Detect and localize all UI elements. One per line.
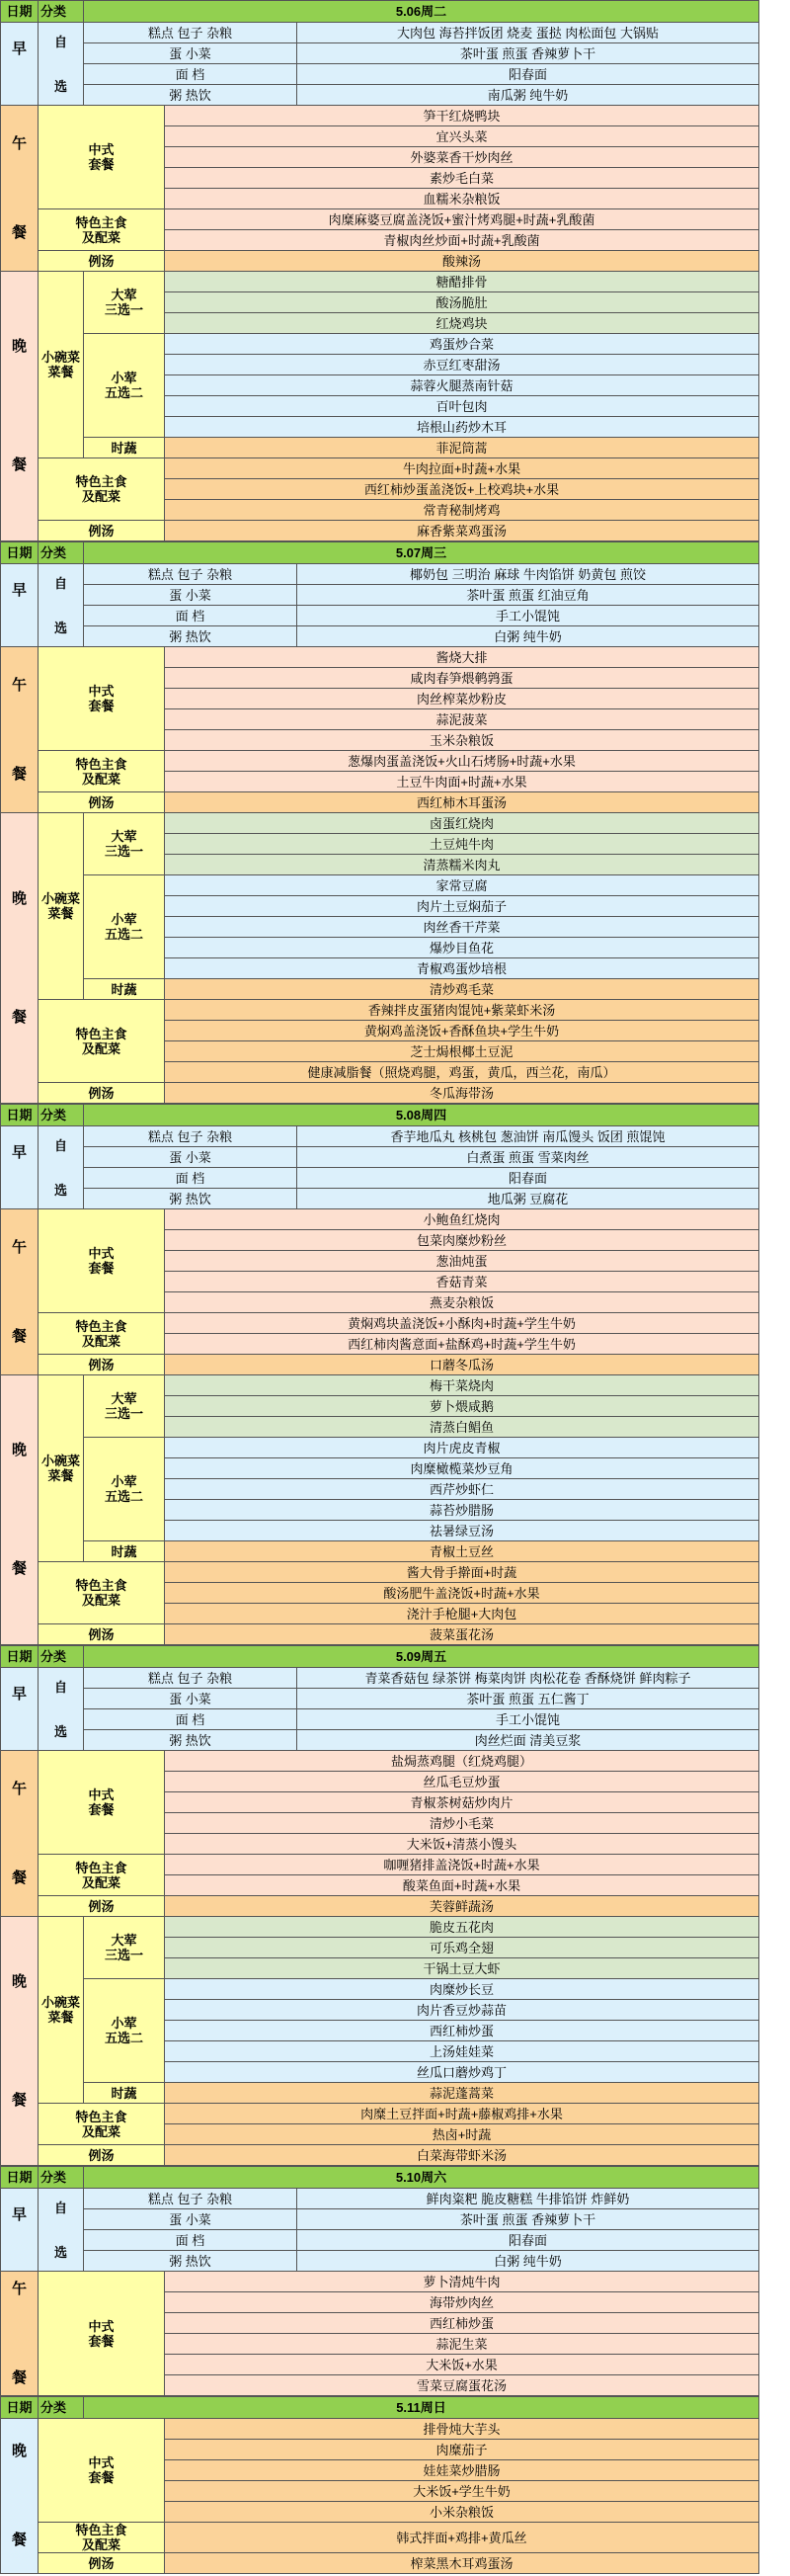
lunch-special-row <box>1 1313 759 1334</box>
breakfast-meal-label: 早 <box>1 1126 39 1209</box>
breakfast-items: 白粥 纯牛奶 <box>297 626 759 647</box>
dinner-veg: 清炒鸡毛菜 <box>165 979 759 1000</box>
breakfast-category: 粥 热饮 <box>84 1730 297 1751</box>
breakfast-items: 青菜香菇包 绿茶饼 梅菜肉饼 肉松花卷 香酥烧饼 鲜肉粽子 <box>297 1668 759 1689</box>
dinner-small-dish: 肉丝香干芹菜 <box>165 917 759 938</box>
dinner-small-dish: 肉糜炒长豆 <box>165 1979 759 2000</box>
dinner-smallbowl-label: 小碗菜 菜餐 <box>39 813 84 1000</box>
dinner-row <box>1 813 759 834</box>
date-value: 5.11周日 <box>84 2397 759 2419</box>
breakfast-items: 阳春面 <box>297 1168 759 1189</box>
dinner-small-dish: 祛暑绿豆汤 <box>165 1521 759 1541</box>
lunch-soup: 西红柿木耳蛋汤 <box>165 792 759 813</box>
lunch-special-dish: 肉糜麻婆豆腐盖浇饭+蜜汁烤鸡腿+时蔬+乳酸菌 <box>165 209 759 230</box>
lunch-set-label: 中式 套餐 <box>39 1209 165 1313</box>
dinner-special-label: 特色主食 及配菜 <box>39 1000 165 1083</box>
breakfast-row <box>1 1147 759 1168</box>
breakfast-row <box>1 1689 759 1709</box>
dinner-soup-label: 例汤 <box>39 521 165 541</box>
dinner-small-dish: 培根山药炒木耳 <box>165 417 759 438</box>
lunch-soup-label: 例汤 <box>39 1355 165 1375</box>
lunch-row <box>1 647 759 668</box>
dinner-row <box>1 272 759 292</box>
breakfast-row <box>1 2251 759 2272</box>
dinner-set-label: 中式 套餐 <box>39 2419 165 2523</box>
lunch-special-dish: 土豆牛肉面+时蔬+水果 <box>165 772 759 792</box>
breakfast-items: 鲜肉粢粑 脆皮糖糕 牛排馅饼 炸鲜奶 <box>297 2189 759 2209</box>
breakfast-items: 手工小馄饨 <box>297 606 759 626</box>
category-label: 分类 <box>39 1646 84 1668</box>
lunch-row <box>1 1209 759 1230</box>
lunch-dish: 海带炒肉丝 <box>165 2292 759 2313</box>
lunch-meal-label: 午 餐 <box>1 647 39 813</box>
lunch-dish: 丝瓜毛豆炒蛋 <box>165 1772 759 1792</box>
dinner-special-label: 特色主食 及配菜 <box>39 2104 165 2145</box>
dinner-meal-label: 晚 餐 <box>1 2419 39 2574</box>
dinner-veg: 青椒土豆丝 <box>165 1541 759 1562</box>
breakfast-category: 糕点 包子 杂粮 <box>84 2189 297 2209</box>
dinner-smallbowl-label: 小碗菜 菜餐 <box>39 1917 84 2104</box>
dinner-small-dish: 上汤娃娃菜 <box>165 2041 759 2062</box>
lunch-soup-row <box>1 251 759 272</box>
dinner-meal-label: 晚 餐 <box>1 1917 39 2166</box>
dinner-soup: 冬瓜海带汤 <box>165 1083 759 1104</box>
dinner-veg-label: 时蔬 <box>84 438 165 458</box>
lunch-soup: 口蘑冬瓜汤 <box>165 1355 759 1375</box>
breakfast-category: 粥 热饮 <box>84 1189 297 1209</box>
dinner-small-dish: 肉片香豆炒蒜苗 <box>165 2000 759 2021</box>
lunch-dish: 西红柿炒蛋 <box>165 2313 759 2334</box>
dinner-special-dish: 浇汁手枪腿+大肉包 <box>165 1604 759 1624</box>
dinner-small-label: 小荤 五选二 <box>84 1979 165 2083</box>
lunch-special-dish: 葱爆肉蛋盖浇饭+火山石烤肠+时蔬+水果 <box>165 751 759 772</box>
dinner-dish: 小米杂粮饭 <box>165 2502 759 2523</box>
breakfast-row <box>1 1709 759 1730</box>
lunch-dish: 包菜肉糜炒粉丝 <box>165 1230 759 1251</box>
dinner-big-dish: 干锅土豆大虾 <box>165 1958 759 1979</box>
dinner-row <box>1 1917 759 1938</box>
breakfast-row <box>1 43 759 64</box>
breakfast-items: 白粥 纯牛奶 <box>297 2251 759 2272</box>
dinner-special-dish: 热卤+时蔬 <box>165 2124 759 2145</box>
date-label: 日期 <box>1 1646 39 1668</box>
lunch-special-label: 特色主食 及配菜 <box>39 1855 165 1896</box>
lunch-dish: 燕麦杂粮饭 <box>165 1292 759 1313</box>
lunch-special-dish: 酸菜鱼面+时蔬+水果 <box>165 1875 759 1896</box>
breakfast-row <box>1 1668 759 1689</box>
breakfast-self-label: 自 选 <box>39 1668 84 1751</box>
breakfast-items: 香芋地瓜丸 核桃包 葱油饼 南瓜馒头 饭团 煎馄饨 <box>297 1126 759 1147</box>
date-value: 5.06周二 <box>84 1 759 23</box>
dinner-big-label: 大荤 三选一 <box>84 1917 165 1979</box>
breakfast-row <box>1 1126 759 1147</box>
dinner-small-dish: 赤豆红枣甜汤 <box>165 355 759 375</box>
breakfast-category: 面 档 <box>84 1709 297 1730</box>
dinner-small-label: 小荤 五选二 <box>84 875 165 979</box>
dinner-big-dish: 卤蛋红烧肉 <box>165 813 759 834</box>
breakfast-row <box>1 2189 759 2209</box>
dinner-small-label: 小荤 五选二 <box>84 1438 165 1541</box>
dinner-small-dish: 家常豆腐 <box>165 875 759 896</box>
dinner-big-dish: 清蒸糯米肉丸 <box>165 855 759 875</box>
dinner-special-dish: 西红柿炒蛋盖浇饭+上校鸡块+水果 <box>165 479 759 500</box>
date-label: 日期 <box>1 1 39 23</box>
dinner-soup-row <box>1 1083 759 1104</box>
dinner-meal-label: 晚 餐 <box>1 272 39 541</box>
breakfast-category: 蛋 小菜 <box>84 43 297 64</box>
lunch-dish: 香菇青菜 <box>165 1272 759 1292</box>
dinner-big-dish: 酸汤脆肚 <box>165 292 759 313</box>
dinner-dish: 肉糜茄子 <box>165 2440 759 2460</box>
date-label: 日期 <box>1 2397 39 2419</box>
day-table <box>0 1104 759 1645</box>
dinner-veg-row <box>1 2083 759 2104</box>
dinner-special-dish: 酱大骨手擀面+时蔬 <box>165 1562 759 1583</box>
lunch-set-label: 中式 套餐 <box>39 2272 165 2396</box>
breakfast-row <box>1 23 759 43</box>
dinner-small-dish: 西红柿炒蛋 <box>165 2021 759 2041</box>
breakfast-row <box>1 1730 759 1751</box>
category-label: 分类 <box>39 542 84 564</box>
day-table <box>0 541 759 1104</box>
lunch-dish: 酱烧大排 <box>165 647 759 668</box>
dinner-big-dish: 萝卜煨咸鹅 <box>165 1396 759 1417</box>
dinner-small-label: 小荤 五选二 <box>84 334 165 438</box>
dinner-row <box>1 875 759 896</box>
lunch-dish: 玉米杂粮饭 <box>165 730 759 751</box>
lunch-row <box>1 2272 759 2292</box>
dinner-special-dish: 芝士焗根椰土豆泥 <box>165 1041 759 1062</box>
dinner-big-label: 大荤 三选一 <box>84 1375 165 1438</box>
breakfast-category: 蛋 小菜 <box>84 585 297 606</box>
dinner-dish: 排骨炖大芋头 <box>165 2419 759 2440</box>
dinner-soup: 榨菜黑木耳鸡蛋汤 <box>165 2553 759 2574</box>
breakfast-row <box>1 1168 759 1189</box>
date-label: 日期 <box>1 2167 39 2189</box>
dinner-soup-label: 例汤 <box>39 1083 165 1104</box>
day-header <box>1 2397 759 2419</box>
breakfast-row <box>1 585 759 606</box>
lunch-soup-label: 例汤 <box>39 1896 165 1917</box>
lunch-special-label: 特色主食 及配菜 <box>39 751 165 792</box>
lunch-soup: 芙蓉鲜蔬汤 <box>165 1896 759 1917</box>
dinner-veg-label: 时蔬 <box>84 2083 165 2104</box>
lunch-meal-label: 午 餐 <box>1 106 39 272</box>
dinner-meal-label: 晚 餐 <box>1 813 39 1104</box>
lunch-dish: 大米饭+水果 <box>165 2355 759 2375</box>
breakfast-row <box>1 606 759 626</box>
dinner-dish: 大米饭+学生牛奶 <box>165 2481 759 2502</box>
breakfast-items: 茶叶蛋 煎蛋 红油豆角 <box>297 585 759 606</box>
dinner-special-dish: 香辣拌皮蛋猪肉馄饨+紫菜虾米汤 <box>165 1000 759 1021</box>
date-label: 日期 <box>1 1105 39 1126</box>
dinner-veg-label: 时蔬 <box>84 1541 165 1562</box>
day-header <box>1 1105 759 1126</box>
breakfast-row <box>1 64 759 85</box>
dinner-big-dish: 清蒸白鲳鱼 <box>165 1417 759 1438</box>
breakfast-items: 肉丝烂面 清美豆浆 <box>297 1730 759 1751</box>
dinner-big-dish: 梅干菜烧肉 <box>165 1375 759 1396</box>
lunch-special-dish: 咖喱猪排盖浇饭+时蔬+水果 <box>165 1855 759 1875</box>
dinner-special-dish: 牛肉拉面+时蔬+水果 <box>165 458 759 479</box>
lunch-dish: 青椒茶树菇炒肉片 <box>165 1792 759 1813</box>
breakfast-self-label: 自 选 <box>39 564 84 647</box>
breakfast-row <box>1 2209 759 2230</box>
dinner-soup: 白菜海带虾米汤 <box>165 2145 759 2166</box>
lunch-meal-label: 午 餐 <box>1 1751 39 1917</box>
lunch-special-dish: 黄焖鸡块盖浇饭+小酥肉+时蔬+学生牛奶 <box>165 1313 759 1334</box>
breakfast-row <box>1 2230 759 2251</box>
lunch-row <box>1 106 759 126</box>
lunch-dish: 小鲍鱼红烧肉 <box>165 1209 759 1230</box>
lunch-dish: 雪菜豆腐蛋花汤 <box>165 2375 759 2396</box>
breakfast-self-label: 自 选 <box>39 1126 84 1209</box>
breakfast-category: 糕点 包子 杂粮 <box>84 1668 297 1689</box>
dinner-small-dish: 丝瓜口蘑炒鸡丁 <box>165 2062 759 2083</box>
lunch-special-row <box>1 209 759 230</box>
date-value: 5.10周六 <box>84 2167 759 2189</box>
dinner-big-dish: 可乐鸡全翅 <box>165 1938 759 1958</box>
lunch-soup-label: 例汤 <box>39 251 165 272</box>
dinner-small-dish: 肉片虎皮青椒 <box>165 1438 759 1458</box>
dinner-row <box>1 1438 759 1458</box>
lunch-dish: 素炒毛白菜 <box>165 168 759 189</box>
dinner-big-dish: 糖醋排骨 <box>165 272 759 292</box>
dinner-special-dish: 常青秘制烤鸡 <box>165 500 759 521</box>
dinner-big-dish: 土豆炖牛肉 <box>165 834 759 855</box>
breakfast-items: 大肉包 海苔拌饭团 烧麦 蛋挞 肉松面包 大锅贴 <box>297 23 759 43</box>
category-label: 分类 <box>39 2397 84 2419</box>
category-label: 分类 <box>39 1105 84 1126</box>
dinner-meal-label: 晚 餐 <box>1 1375 39 1645</box>
lunch-dish: 蒜泥生菜 <box>165 2334 759 2355</box>
date-value: 5.09周五 <box>84 1646 759 1668</box>
dinner-soup-label: 例汤 <box>39 1624 165 1645</box>
breakfast-items: 茶叶蛋 煎蛋 香辣萝卜干 <box>297 2209 759 2230</box>
dinner-special-dish: 健康减脂餐（照烧鸡腿，鸡蛋，黄瓜，西兰花，南瓜） <box>165 1062 759 1083</box>
dinner-veg-row <box>1 438 759 458</box>
day-header <box>1 542 759 564</box>
dinner-special-dish: 黄焖鸡盖浇饭+香酥鱼块+学生牛奶 <box>165 1021 759 1041</box>
dinner-small-dish: 西芹炒虾仁 <box>165 1479 759 1500</box>
dinner-small-dish: 蒜苔炒腊肠 <box>165 1500 759 1521</box>
breakfast-items: 阳春面 <box>297 64 759 85</box>
lunch-dish: 蒜泥菠菜 <box>165 709 759 730</box>
dinner-dish: 娃娃菜炒腊肠 <box>165 2460 759 2481</box>
breakfast-category: 糕点 包子 杂粮 <box>84 1126 297 1147</box>
lunch-special-dish: 青椒肉丝炒面+时蔬+乳酸菌 <box>165 230 759 251</box>
dinner-veg: 蒜泥蓬蒿菜 <box>165 2083 759 2104</box>
breakfast-items: 茶叶蛋 煎蛋 香辣萝卜干 <box>297 43 759 64</box>
breakfast-self-label: 自 选 <box>39 2189 84 2272</box>
day-header <box>1 1 759 23</box>
lunch-special-row <box>1 751 759 772</box>
lunch-dish: 外婆菜香干炒肉丝 <box>165 147 759 168</box>
breakfast-category: 糕点 包子 杂粮 <box>84 23 297 43</box>
dinner-veg-row <box>1 1541 759 1562</box>
day-table <box>0 2166 759 2396</box>
lunch-dish: 葱油炖蛋 <box>165 1251 759 1272</box>
day-table <box>0 0 759 541</box>
dinner-soup-label: 例汤 <box>39 2145 165 2166</box>
dinner-special-label: 特色主食 及配菜 <box>39 1562 165 1624</box>
breakfast-category: 面 档 <box>84 1168 297 1189</box>
breakfast-meal-label: 早 <box>1 1668 39 1751</box>
lunch-dish: 肉丝榨菜炒粉皮 <box>165 689 759 709</box>
dinner-special-dish: 韩式拌面+鸡排+黄瓜丝 <box>165 2523 759 2553</box>
lunch-soup-row <box>1 1355 759 1375</box>
dinner-small-dish: 肉糜橄榄菜炒豆角 <box>165 1458 759 1479</box>
breakfast-category: 蛋 小菜 <box>84 2209 297 2230</box>
lunch-dish: 盐焗蒸鸡腿（红烧鸡腿） <box>165 1751 759 1772</box>
lunch-set-label: 中式 套餐 <box>39 1751 165 1855</box>
breakfast-items: 白煮蛋 煎蛋 雪菜肉丝 <box>297 1147 759 1168</box>
dinner-big-dish: 红烧鸡块 <box>165 313 759 334</box>
day-header <box>1 1646 759 1668</box>
dinner-soup: 菠菜蛋花汤 <box>165 1624 759 1645</box>
lunch-dish: 清炒小毛菜 <box>165 1813 759 1834</box>
dinner-soup-row <box>1 1624 759 1645</box>
lunch-soup: 酸辣汤 <box>165 251 759 272</box>
dinner-small-dish: 青椒鸡蛋炒培根 <box>165 958 759 979</box>
dinner-small-dish: 肉片土豆焖茄子 <box>165 896 759 917</box>
lunch-set-label: 中式 套餐 <box>39 106 165 209</box>
lunch-dish: 宜兴头菜 <box>165 126 759 147</box>
dinner-special-dish: 酸汤肥牛盖浇饭+时蔬+水果 <box>165 1583 759 1604</box>
breakfast-meal-label: 早 <box>1 564 39 647</box>
breakfast-meal-label: 早 <box>1 2189 39 2272</box>
lunch-meal-label: 午 餐 <box>1 2272 39 2396</box>
lunch-soup-row <box>1 1896 759 1917</box>
breakfast-category: 蛋 小菜 <box>84 1689 297 1709</box>
breakfast-items: 椰奶包 三明治 麻球 牛肉馅饼 奶黄包 煎饺 <box>297 564 759 585</box>
lunch-meal-label: 午 餐 <box>1 1209 39 1375</box>
day-table <box>0 2396 759 2574</box>
lunch-soup-label: 例汤 <box>39 792 165 813</box>
dinner-special-row <box>1 458 759 479</box>
breakfast-category: 面 档 <box>84 606 297 626</box>
dinner-soup-row <box>1 2145 759 2166</box>
dinner-soup: 麻香紫菜鸡蛋汤 <box>165 521 759 541</box>
dinner-row <box>1 1979 759 2000</box>
breakfast-category: 粥 热饮 <box>84 85 297 106</box>
breakfast-category: 糕点 包子 杂粮 <box>84 564 297 585</box>
lunch-dish: 笋干红烧鸭块 <box>165 106 759 126</box>
breakfast-self-label: 自 选 <box>39 23 84 106</box>
breakfast-items: 南瓜粥 纯牛奶 <box>297 85 759 106</box>
breakfast-category: 粥 热饮 <box>84 626 297 647</box>
dinner-smallbowl-label: 小碗菜 菜餐 <box>39 272 84 458</box>
lunch-dish: 血糯米杂粮饭 <box>165 189 759 209</box>
dinner-special-row <box>1 2523 759 2553</box>
dinner-row <box>1 334 759 355</box>
category-label: 分类 <box>39 1 84 23</box>
dinner-special-dish: 肉糜土豆拌面+时蔬+藤椒鸡排+水果 <box>165 2104 759 2124</box>
dinner-special-row <box>1 1000 759 1021</box>
date-value: 5.07周三 <box>84 542 759 564</box>
category-label: 分类 <box>39 2167 84 2189</box>
lunch-special-dish: 西红柿肉酱意面+盐酥鸡+时蔬+学生牛奶 <box>165 1334 759 1355</box>
dinner-soup-label: 例汤 <box>39 2553 165 2574</box>
breakfast-category: 面 档 <box>84 2230 297 2251</box>
date-value: 5.08周四 <box>84 1105 759 1126</box>
dinner-special-label: 特色主食 及配菜 <box>39 2523 165 2553</box>
dinner-small-dish: 蒜蓉火腿蒸南针菇 <box>165 375 759 396</box>
lunch-special-label: 特色主食 及配菜 <box>39 209 165 251</box>
breakfast-items: 茶叶蛋 煎蛋 五仁酱丁 <box>297 1689 759 1709</box>
lunch-special-row <box>1 1855 759 1875</box>
breakfast-row <box>1 85 759 106</box>
lunch-row <box>1 1751 759 1772</box>
dinner-small-dish: 爆炒目鱼花 <box>165 938 759 958</box>
breakfast-items: 手工小馄饨 <box>297 1709 759 1730</box>
dinner-big-label: 大荤 三选一 <box>84 272 165 334</box>
breakfast-meal-label: 早 <box>1 23 39 106</box>
day-table <box>0 1645 759 2166</box>
dinner-special-label: 特色主食 及配菜 <box>39 458 165 521</box>
breakfast-items: 阳春面 <box>297 2230 759 2251</box>
lunch-set-label: 中式 套餐 <box>39 647 165 751</box>
dinner-veg-row <box>1 979 759 1000</box>
breakfast-items: 地瓜粥 豆腐花 <box>297 1189 759 1209</box>
breakfast-category: 蛋 小菜 <box>84 1147 297 1168</box>
breakfast-row <box>1 1189 759 1209</box>
dinner-special-row <box>1 2104 759 2124</box>
lunch-dish: 萝卜清炖牛肉 <box>165 2272 759 2292</box>
dinner-row <box>1 2419 759 2440</box>
lunch-dish: 大米饭+清蒸小馒头 <box>165 1834 759 1855</box>
breakfast-category: 面 档 <box>84 64 297 85</box>
breakfast-category: 粥 热饮 <box>84 2251 297 2272</box>
dinner-small-dish: 百叶包肉 <box>165 396 759 417</box>
lunch-special-label: 特色主食 及配菜 <box>39 1313 165 1355</box>
date-label: 日期 <box>1 542 39 564</box>
dinner-veg-label: 时蔬 <box>84 979 165 1000</box>
dinner-special-row <box>1 1562 759 1583</box>
lunch-soup-row <box>1 792 759 813</box>
dinner-small-dish: 鸡蛋炒合菜 <box>165 334 759 355</box>
dinner-row <box>1 1375 759 1396</box>
day-header <box>1 2167 759 2189</box>
dinner-big-label: 大荤 三选一 <box>84 813 165 875</box>
dinner-soup-row <box>1 2553 759 2574</box>
dinner-soup-row <box>1 521 759 541</box>
breakfast-row <box>1 564 759 585</box>
lunch-dish: 咸肉春笋煨鹌鹑蛋 <box>165 668 759 689</box>
dinner-smallbowl-label: 小碗菜 菜餐 <box>39 1375 84 1562</box>
dinner-big-dish: 脆皮五花肉 <box>165 1917 759 1938</box>
breakfast-row <box>1 626 759 647</box>
dinner-veg: 菲泥筒蒿 <box>165 438 759 458</box>
